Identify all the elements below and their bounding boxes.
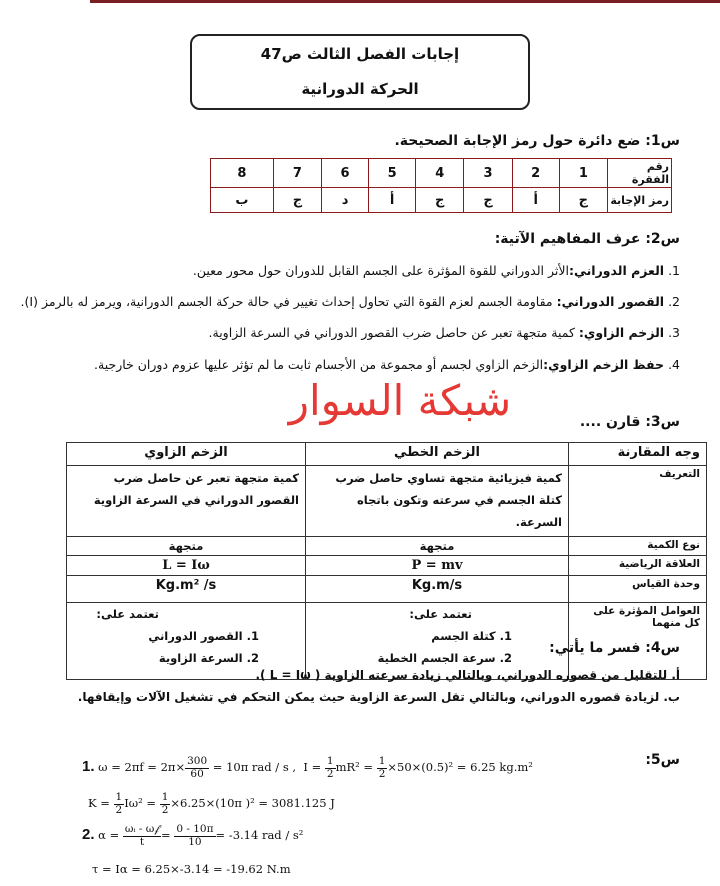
q1-row-label: رقم الفقرة [608, 159, 672, 188]
definition-number: 1. [668, 263, 680, 278]
q1-number: 5 [369, 159, 416, 188]
denominator: 10 [188, 835, 202, 848]
q4-answer-b: ب. لزيادة قصوره الدوراني، وبالتالي تقل السرعة الزاوية حيث يمكن التحكم في تشغيل الآلات وإيقافها. [77, 690, 680, 704]
denominator: 2 [115, 803, 123, 816]
q5-line-3 [82, 824, 303, 848]
col-header-aspect: وجه المقارنة [569, 443, 707, 466]
row-label: نوع الكمية [569, 536, 707, 555]
row-label: وحدة القياس [569, 575, 707, 602]
comparison-header-row [67, 443, 707, 466]
numerator: 300 [187, 755, 208, 767]
q1-number: 6 [322, 159, 369, 188]
watermark-logo: شبكة السوار [288, 376, 512, 425]
q1-answer: ج [416, 188, 464, 213]
definition-item [209, 325, 680, 340]
fraction [160, 792, 171, 816]
definition-term: العزم الدوراني: [568, 263, 665, 278]
q1-answer-table [210, 158, 672, 213]
q1-number: 7 [273, 159, 321, 188]
definition-number: 4. [668, 357, 680, 372]
factor-item: 2. السرعة الزاوية [158, 650, 259, 665]
factor-item: 1. القصور الدوراني [148, 628, 259, 643]
numerator: 1 [161, 791, 169, 803]
denominator: 2 [326, 767, 334, 780]
equation-part: ×50×(0.5)² = 6.25 kg.m² [387, 760, 533, 775]
factor-item: 2. سرعة الجسم الخطية [377, 650, 512, 665]
definition-term: حفظ الزخم الزاوي: [543, 357, 665, 372]
q5-line-4: τ = Iα = 6.25×-3.14 = -19.62 N.m [92, 862, 291, 876]
comparison-row [67, 575, 707, 602]
definition-item [21, 294, 680, 309]
definition-term: الزخم الزاوي: [578, 325, 665, 340]
equation-part: Iω² = [124, 796, 160, 811]
definition-text: كمية متجهة تعبر عن حاصل ضرب القصور الدوراني في السرعة الزاوية. [208, 325, 579, 340]
header-box [190, 34, 530, 110]
cell-angular: Kg.m² /s [67, 575, 306, 602]
q1-answer-row [211, 188, 672, 213]
definition-item [193, 263, 680, 278]
equation-part: ω = 2πf = 2π× [98, 760, 186, 775]
comparison-row [67, 536, 707, 555]
equation-part: ×6.25×(10π )² = 3081.125 J [170, 796, 335, 811]
definition-term: القصور الدوراني: [556, 294, 665, 309]
row-label: العلاقة الرياضية [569, 555, 707, 575]
q1-row-label: رمز الإجابة [608, 188, 672, 213]
page-title: إجابات الفصل الثالث ص47 [260, 45, 460, 63]
cell-angular: كمية متجهة تعبر عن حاصل ضرب القصور الدوراني في السرعة الزاوية [67, 466, 306, 537]
numerator: 1 [378, 755, 386, 767]
comparison-row [67, 555, 707, 575]
q1-number: 2 [512, 159, 559, 188]
q5-item-number: 2. [82, 826, 95, 844]
fraction [185, 756, 209, 780]
q5-item-number: 1. [82, 758, 95, 776]
definition-text: مقاومة الجسم لعزم القوة التي تحاول إحداث تغيير في حالة حركة الجسم الدورانية، ويرمز له بالرمز (I). [20, 294, 557, 309]
q1-number: 4 [416, 159, 464, 188]
fraction [114, 792, 125, 816]
factor-item: 1. كتلة الجسم [431, 628, 512, 643]
q1-title: س1: ضع دائرة حول رمز الإجابة الصحيحة. [394, 133, 680, 149]
denominator: 2 [378, 767, 386, 780]
fraction [123, 824, 161, 848]
q1-answer: ج [559, 188, 607, 213]
numerator: 0 - 10π [176, 823, 214, 835]
denominator: 2 [161, 803, 169, 816]
equation-part: K = [88, 796, 114, 811]
cell-angular: متجهة [67, 536, 306, 555]
definition-number: 3. [668, 325, 680, 340]
q5-line-1 [82, 756, 533, 780]
row-label: العوامل المؤثرة على كل منهما [569, 602, 707, 679]
q1-answer: أ [512, 188, 559, 213]
q1-number: 1 [559, 159, 607, 188]
q1-number: 8 [211, 159, 274, 188]
definition-text: الأثر الدوراني للقوة المؤثرة على الجسم القابل للدوران حول محور معين. [192, 263, 569, 278]
q1-answer: ب [211, 188, 274, 213]
q1-answer: د [322, 188, 369, 213]
q1-number: 3 [464, 159, 512, 188]
numerator: ωᵢ - ω𝒻 [124, 823, 160, 835]
q1-answer: ج [273, 188, 321, 213]
equation-part: I = [303, 760, 325, 775]
fraction [377, 756, 388, 780]
denominator: 60 [190, 767, 204, 780]
row-label: التعريف [569, 466, 707, 537]
q3-title: س3: قارن .... [579, 414, 680, 430]
q1-number-row [211, 159, 672, 188]
cell-linear: كمية فيزيائية متجهة تساوي حاصل ضرب كتلة الجسم في سرعته وتكون باتجاه السرعة. [306, 466, 569, 537]
q2-title: س2: عرف المفاهيم الآتية: [494, 231, 680, 247]
col-header-angular: الزخم الزاوي [67, 443, 306, 466]
top-border-line [90, 0, 720, 3]
cell-linear: P = mv [306, 555, 569, 575]
q1-answer: أ [369, 188, 416, 213]
factors-intro: تعتمد على: [96, 606, 159, 621]
cell-linear: Kg.m/s [306, 575, 569, 602]
page-subtitle: الحركة الدورانية [301, 80, 419, 98]
fraction [174, 824, 215, 848]
equation-part: = [161, 828, 175, 843]
equation-part: mR² = [335, 760, 377, 775]
factors-intro: تعتمد على: [409, 606, 472, 621]
cell-linear: متجهة [306, 536, 569, 555]
numerator: 1 [326, 755, 334, 767]
q5-title: س5: [645, 752, 680, 768]
equation-part: α = [98, 828, 123, 843]
comparison-row [67, 466, 707, 537]
q4-title: س4: فسر ما يأتي: [549, 640, 680, 656]
denominator: t [139, 835, 145, 848]
definition-number: 2. [668, 294, 680, 309]
fraction [325, 756, 336, 780]
equation-part: = 10π rad / s , [212, 760, 297, 775]
q1-answer: ج [464, 188, 512, 213]
numerator: 1 [115, 791, 123, 803]
cell-angular: L = Iω [67, 555, 306, 575]
definition-item [94, 357, 680, 372]
definition-text: الزخم الزاوي لجسم أو مجموعة من الأجسام ثابت ما لم تؤثر عليها عزوم دوران خارجية. [94, 357, 544, 372]
q4-answer-a: أ. للتقليل من قصوره الدوراني، وبالتالي زيادة سرعته الزاوية ( L = Iω ). [255, 668, 680, 682]
q5-line-2 [88, 792, 335, 816]
col-header-linear: الزخم الخطي [306, 443, 569, 466]
equation-part: = -3.14 rad / s² [215, 828, 304, 843]
